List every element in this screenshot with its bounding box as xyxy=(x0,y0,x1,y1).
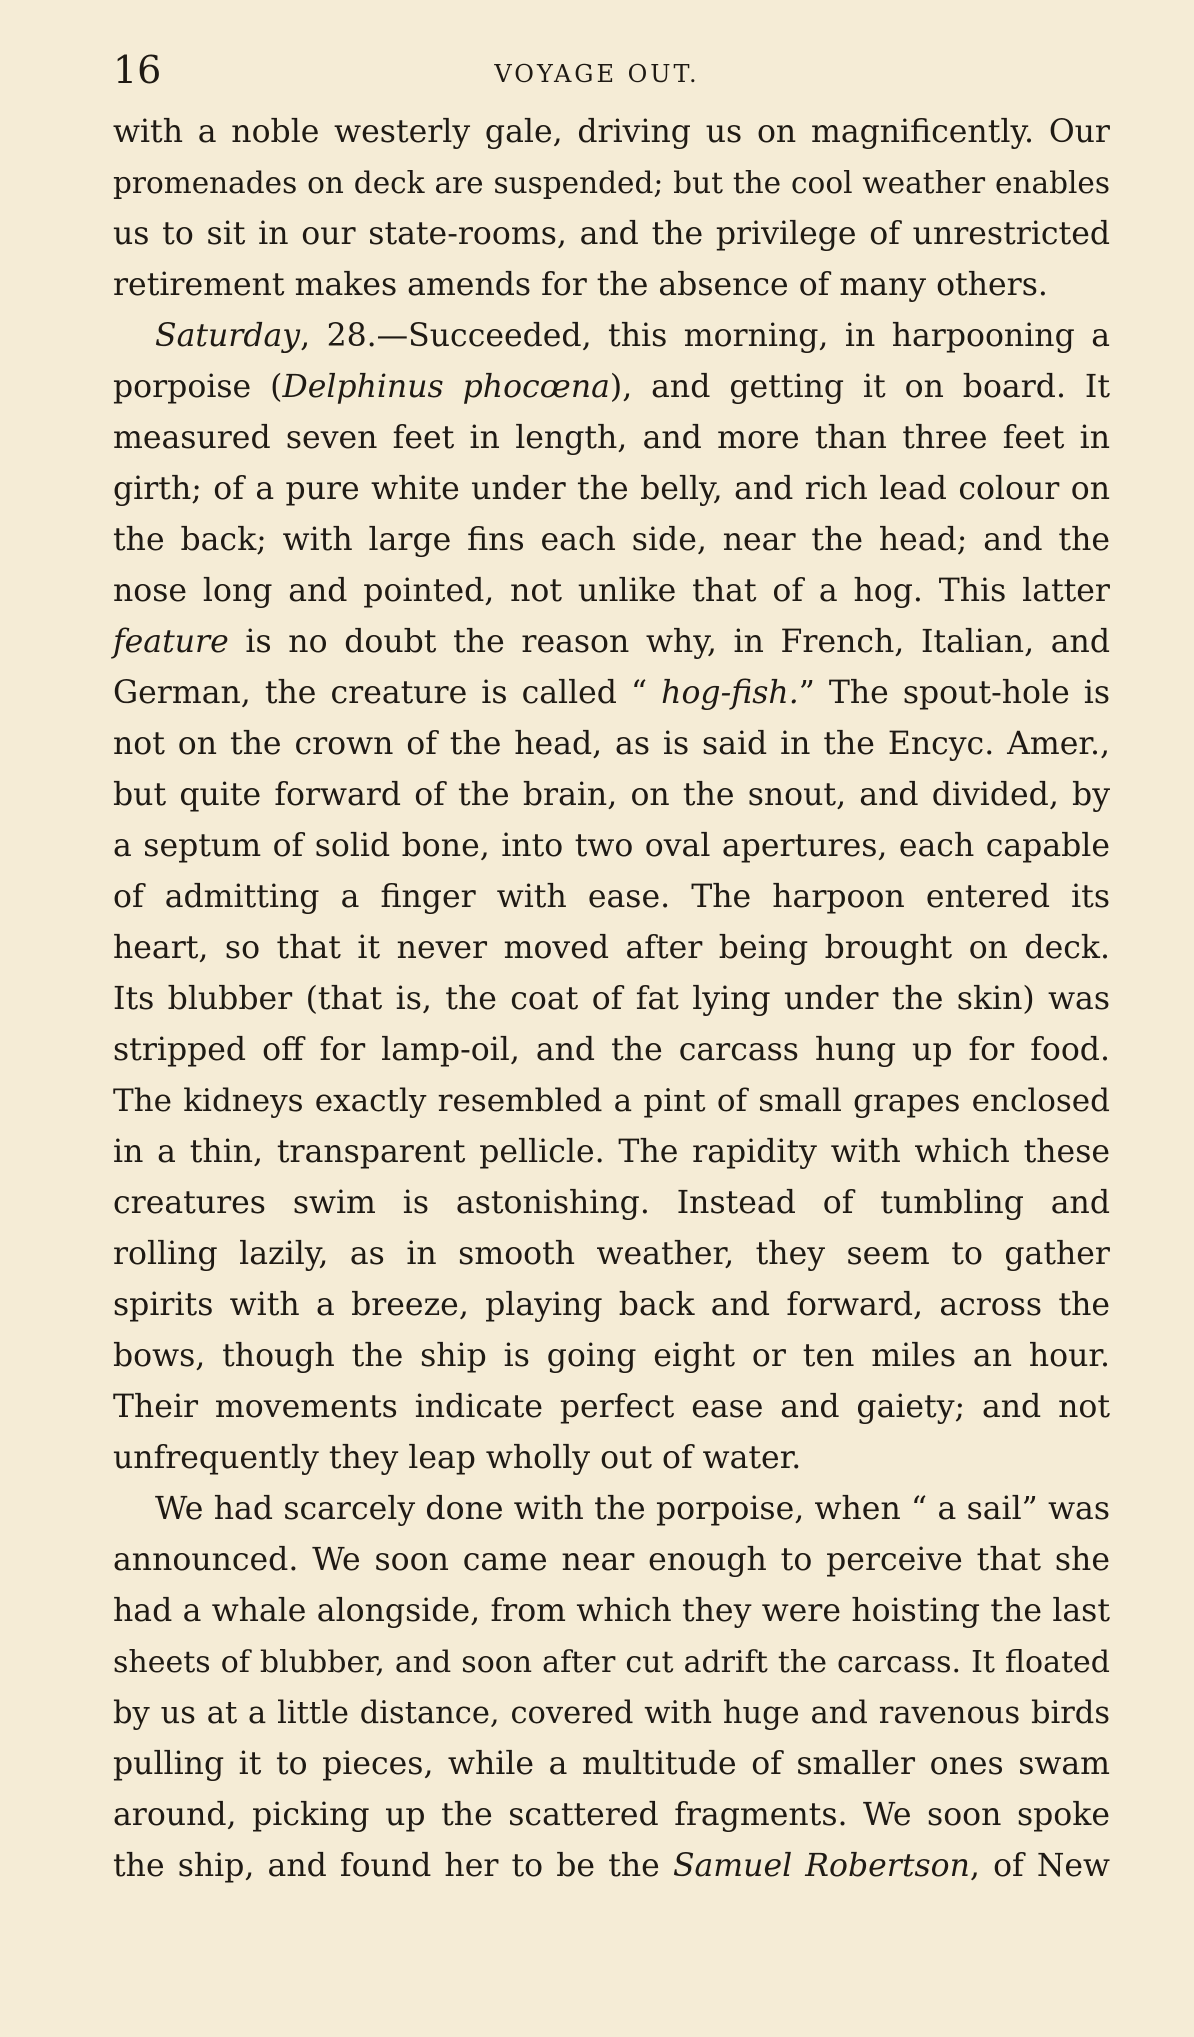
text-line: promenades on deck are suspended; but the cool weather enables xyxy=(113,166,1110,200)
text-line: Its blubber (that is, the coat of fat lying under the skin) was xyxy=(113,981,1110,1017)
text-line: in a thin, transparent pellicle. The rapidity with which these xyxy=(113,1134,1110,1170)
text-line: the ship, and found her to be the Samuel Robertson, of New xyxy=(113,1848,1110,1884)
text-line: a septum of solid bone, into two oval apertures, each capable xyxy=(113,828,1110,864)
text-line: girth; of a pure white under the belly, and rich lead colour on xyxy=(113,471,1110,507)
text-line: creatures swim is astonishing. Instead of tumbling and xyxy=(113,1185,1110,1221)
text-line: had a whale alongside, from which they were hoisting the last xyxy=(113,1593,1110,1629)
text-line: bows, though the ship is going eight or ten miles an hour. xyxy=(113,1338,1110,1374)
text-line: Saturday, 28.—Succeeded, this morning, in harpooning a xyxy=(155,318,1110,354)
text-line: Their movements indicate perfect ease and gaiety; and not xyxy=(113,1389,1110,1425)
text-line: unfrequently they leap wholly out of water. xyxy=(113,1440,802,1476)
text-line: of admitting a finger with ease. The harpoon entered its xyxy=(113,879,1110,915)
text-line: pulling it to pieces, while a multitude of smaller ones swam xyxy=(113,1746,1110,1782)
text-line: We had scarcely done with the porpoise, when “ a sail” was xyxy=(155,1491,1110,1527)
text-line: spirits with a breeze, playing back and forward, across the xyxy=(113,1287,1110,1323)
body-text xyxy=(113,107,1110,1892)
text-line: with a noble westerly gale, driving us on magnificently. Our xyxy=(113,114,1110,150)
text-line: stripped off for lamp-oil, and the carcass hung up for food. xyxy=(113,1032,1110,1068)
text-line: heart, so that it never moved after being brought on deck. xyxy=(113,930,1110,966)
text-line: The kidneys exactly resembled a pint of small grapes enclosed xyxy=(113,1083,1110,1119)
paragraph xyxy=(113,1484,1110,1892)
paragraph xyxy=(113,311,1110,1484)
text-line: nose long and pointed, not unlike that of a hog. This latter xyxy=(113,573,1110,609)
page-number: 16 xyxy=(113,48,162,92)
text-line: measured seven feet in length, and more than three feet in xyxy=(113,420,1110,456)
text-line: the back; with large fins each side, near the head; and the xyxy=(113,522,1110,558)
text-line: sheets of blubber, and soon after cut adrift the carcass. It floated xyxy=(113,1645,1110,1680)
text-line: rolling lazily, as in smooth weather, they seem to gather xyxy=(113,1236,1110,1272)
running-head xyxy=(0,40,1194,100)
text-line: around, picking up the scattered fragments. We soon spoke xyxy=(113,1797,1110,1833)
text-line: but quite forward of the brain, on the snout, and divided, by xyxy=(113,777,1110,813)
text-line: by us at a little distance, covered with huge and ravenous birds xyxy=(113,1696,1110,1731)
text-line: porpoise (Delphinus phocœna), and getting it on board. It xyxy=(113,369,1110,405)
text-line: feature is no doubt the reason why, in French, Italian, and xyxy=(113,624,1110,660)
text-line: German, the creature is called “ hog-fish.” The spout-hole is xyxy=(113,675,1110,711)
paragraph xyxy=(113,107,1110,311)
text-line: retirement makes amends for the absence of many others. xyxy=(113,267,1048,303)
running-title: VOYAGE OUT. xyxy=(494,60,700,88)
text-line: us to sit in our state-rooms, and the privilege of unrestricted xyxy=(113,216,1110,252)
text-line: not on the crown of the head, as is said in the Encyc. Amer., xyxy=(113,726,1110,762)
text-line: announced. We soon came near enough to perceive that she xyxy=(113,1542,1110,1578)
